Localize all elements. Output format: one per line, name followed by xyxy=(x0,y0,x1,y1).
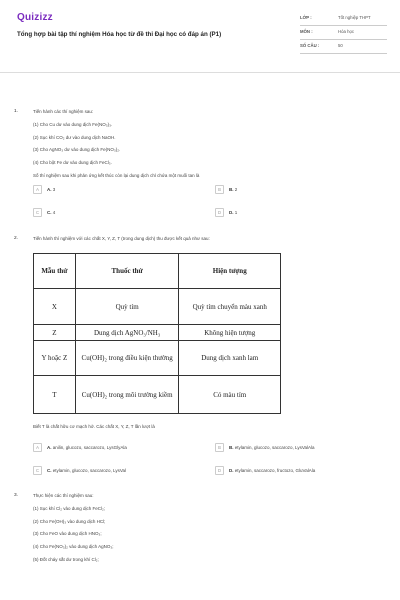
table-header-cell: Hiện tượng xyxy=(179,254,281,289)
experiment-line: (3) Cho FeO vào dung dịch HNO₃; xyxy=(33,531,102,537)
table-cell: Cu(OH)₂ trong môi trường kiềm xyxy=(75,376,179,414)
experiment-line: (5) Đốt cháy sắt dư trong khí Cl₂; xyxy=(33,556,99,562)
option-text: etylamin, glucozo, saccarozo, LysValAla xyxy=(234,445,315,450)
option-letter-box: A xyxy=(33,185,42,194)
results-table xyxy=(33,253,281,414)
table-cell: T xyxy=(34,376,76,414)
table-cell: Không hiện tượng xyxy=(179,325,281,341)
question-text: Tiến hành thí nghiệm với các chất X, Y, Z, T (trong dung dịch) thu được kết quả như sau: xyxy=(33,236,210,241)
question-prompt: Số thí nghiệm sau khi phản ứng kết thúc còn lại dung dịch chỉ chứa một muối tan là xyxy=(33,172,200,178)
option-label: D. xyxy=(229,210,234,215)
option-text: anilin, glucozo, saccarozo, LysGlyAla xyxy=(52,445,127,450)
option-label: B. xyxy=(229,187,234,192)
option-text: etylamin, saccarozo, fructozo, GluValAla xyxy=(234,468,316,473)
table-cell: Quỳ tím xyxy=(75,289,179,325)
page-title: Tổng hợp bài tập thí nghiệm Hóa học từ đề thi Đại học có đáp án (P1) xyxy=(17,31,222,38)
experiment-line: (2) Cho Fe(OH)₃ vào dung dịch HCl; xyxy=(33,518,106,524)
table-cell: Dung dịch AgNO₃/NH₃ xyxy=(75,325,179,341)
question-text: Tiến hành các thí nghiệm sau: xyxy=(33,109,94,114)
question-body xyxy=(33,109,378,186)
table-cell: X xyxy=(34,289,76,325)
table-row xyxy=(34,341,281,376)
option-label: A. xyxy=(47,445,52,450)
meta-value: Hóa học xyxy=(338,29,355,34)
experiment-line: (3) Cho AgNO₃ dư vào dung dịch Fe(NO₃)₂. xyxy=(33,147,121,153)
table-cell: Dung dịch xanh lam xyxy=(179,341,281,376)
meta-value: Tốt nghiệp THPT xyxy=(338,15,371,20)
option-text: etylamin, glucozo, saccarozo, LysVal xyxy=(52,468,127,473)
experiment-line: (2) Sục khí CO₂ dư vào dung dịch NaOH. xyxy=(33,134,116,140)
meta-row-count xyxy=(300,40,387,54)
meta-value: 50 xyxy=(338,43,343,48)
meta-key: SỐ CÂU : xyxy=(300,43,320,48)
option-label: B. xyxy=(229,445,234,450)
question-number: 1. xyxy=(14,109,19,114)
option-text: 1 xyxy=(234,210,238,215)
meta-row-class xyxy=(300,12,387,26)
worksheet-header xyxy=(17,12,387,60)
meta-key: MÔN : xyxy=(300,29,313,34)
table-header-cell: Thuốc thử xyxy=(75,254,179,289)
table-cell: Cu(OH)₂ trong điều kiện thường xyxy=(75,341,179,376)
quizizz-logo[interactable]: Quizizz xyxy=(17,12,53,23)
question-number: 2. xyxy=(14,236,19,241)
option-label: A. xyxy=(47,187,52,192)
option-text: 4 xyxy=(52,210,56,215)
table-row xyxy=(34,376,281,414)
option-letter-box: C xyxy=(33,466,42,475)
question-body xyxy=(33,493,378,570)
table-row xyxy=(34,325,281,341)
table-cell: Z xyxy=(34,325,76,341)
option-letter-box: B xyxy=(215,443,224,452)
option-text: 2 xyxy=(234,187,238,192)
meta-key: LỚP : xyxy=(300,15,312,20)
option-letter-box: C xyxy=(33,208,42,217)
question-number: 3. xyxy=(14,493,19,498)
option-letter-box: A xyxy=(33,443,42,452)
option-label: C. xyxy=(47,468,52,473)
question-body xyxy=(33,236,378,249)
meta-row-subject xyxy=(300,26,387,40)
question-prompt: Biết T là chất hữu cơ mạch hở. Các chất X, Y, Z, T lần lượt là xyxy=(33,424,155,429)
table-header-cell: Mẫu thử xyxy=(34,254,76,289)
experiment-line: (1) Sục khí Cl₂ vào dung dịch FeCl₂; xyxy=(33,505,106,511)
option-label: D. xyxy=(229,468,234,473)
table-cell: Quỳ tím chuyển màu xanh xyxy=(179,289,281,325)
table-header-row xyxy=(34,254,281,289)
option-text: 3 xyxy=(52,187,56,192)
question-text: Thực hiện các thí nghiệm sau: xyxy=(33,493,94,498)
experiment-line: (1) Cho Cu dư vào dung dịch Fe(NO₃)₃. xyxy=(33,121,113,127)
header-divider xyxy=(0,72,400,73)
table-row xyxy=(34,289,281,325)
option-letter-box: D xyxy=(215,208,224,217)
option-letter-box: B xyxy=(215,185,224,194)
experiment-line: (4) Cho bột Fe dư vào dung dịch FeCl₃. xyxy=(33,160,112,166)
experiment-line: (4) Cho Fe(NO₃)₂ vào dung dịch AgNO₃; xyxy=(33,544,114,550)
table-cell: Có màu tím xyxy=(179,376,281,414)
meta-box xyxy=(300,12,387,54)
option-label: C. xyxy=(47,210,52,215)
option-letter-box: D xyxy=(215,466,224,475)
table-cell: Y hoặc Z xyxy=(34,341,76,376)
